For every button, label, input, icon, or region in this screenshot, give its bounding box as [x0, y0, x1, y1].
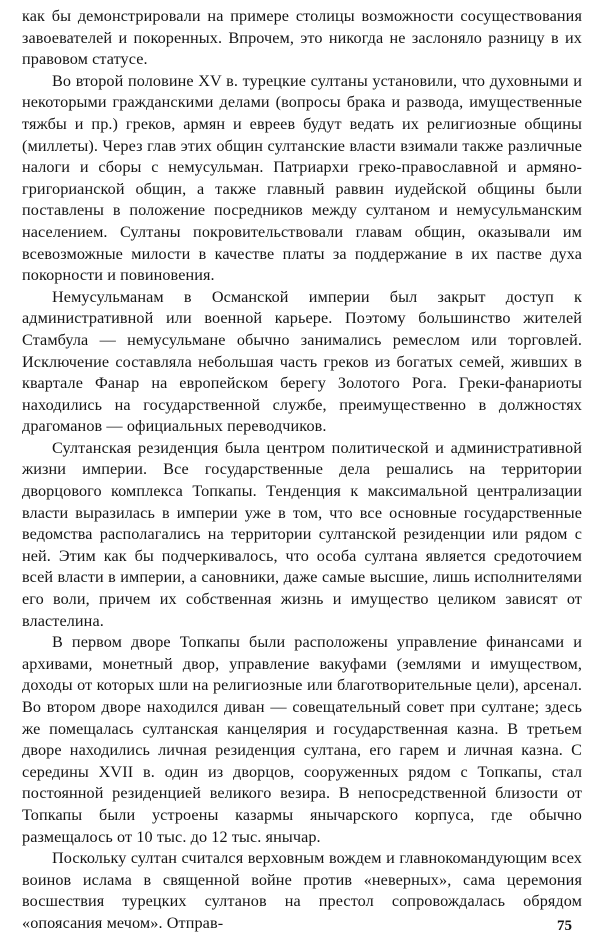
paragraph-millets: Во второй половине XV в. турецкие султаны установили, что духовными и некоторыми гражданскими делами (вопросы брака и развода, имущественные тяжбы и пр.) греков, армян и евреев будут ведать их религиозные общины (миллеты). Через глав этих общин султанские власти взимали также различные налоги и сборы с немусульман. Патриархи греко-православной и армяно-григорианской общин, а также главный раввин иудейской общины были поставлены в положение посредников между султаном и немусульманским населением. Султаны покровительствовали главам общин, оказывали им всевозможные милости в качестве платы за поддержание в их пастве духа покорности и повиновения.: [22, 71, 582, 285]
paragraph-continuation: как бы демонстрировали на примере столицы возможности сосуществования завоевателей и покоренных. Впрочем, это никогда не заслоняло разницу в их правовом статусе.: [22, 7, 582, 69]
paragraph-non-muslims: Немусульманам в Османской империи был закрыт доступ к административной или военной карьере. Поэтому большинство жителей Стамбула — немусульмане обычно занимались ремеслом или торговлей. Исключение составляла небольшая часть греков из богатых семей, живших в квартале Фанар на европейском берегу Золотого Рога. Греки-фанариоты находились на государственной службе, преимущественно в должностях драгоманов — официальных переводчиков.: [22, 287, 582, 436]
page-number: 75: [557, 918, 572, 934]
paragraph-topkapi-courts: В первом дворе Топкапы были расположены управление финансами и архивами, монетный двор, управление вакуфами (землями и имуществом, доходы от которых шли на религиозные или благотворительные цели), арсенал. Во втором дворе находился диван — совещательный совет при султане; здесь же помещалась султанская канцелярия и государственная казна. В третьем дворе находились личная резиденция султана, его гарем и личная казна. С середины XVII в. один из дворцов, сооруженных рядом с Топкапы, стал постоянной резиденцией великого везира. В непосредственной близости от Топкапы были устроены казармы янычарского корпуса, где обычно размещалось от 10 тыс. до 12 тыс. янычар.: [22, 633, 582, 846]
page-body: [22, 6, 582, 935]
paragraph-residence: Султанская резиденция была центром политической и административной жизни империи. Все государственные дела решались на территории дворцового комплекса Топкапы. Тенденция к максимальной централизации власти выразилась в империи уже в том, что все основные государственные ведомства располагались на территории султанской резиденции или рядом с ней. Этим как бы подчеркивалось, что особа султана является средоточием всей власти в империи, а сановники, даже самые высшие, лишь исполнителями его воли, причем их собственная жизнь и имущество целиком зависят от властелина.: [22, 438, 582, 630]
paragraph-sultan-ceremony: Поскольку султан считался верховным вождем и главнокомандующим всех воинов ислама в священной войне против «неверных», сама церемония восшествия турецких султанов на престол сопровождалась обрядом «опоясания мечом». Отправ-: [22, 849, 582, 932]
